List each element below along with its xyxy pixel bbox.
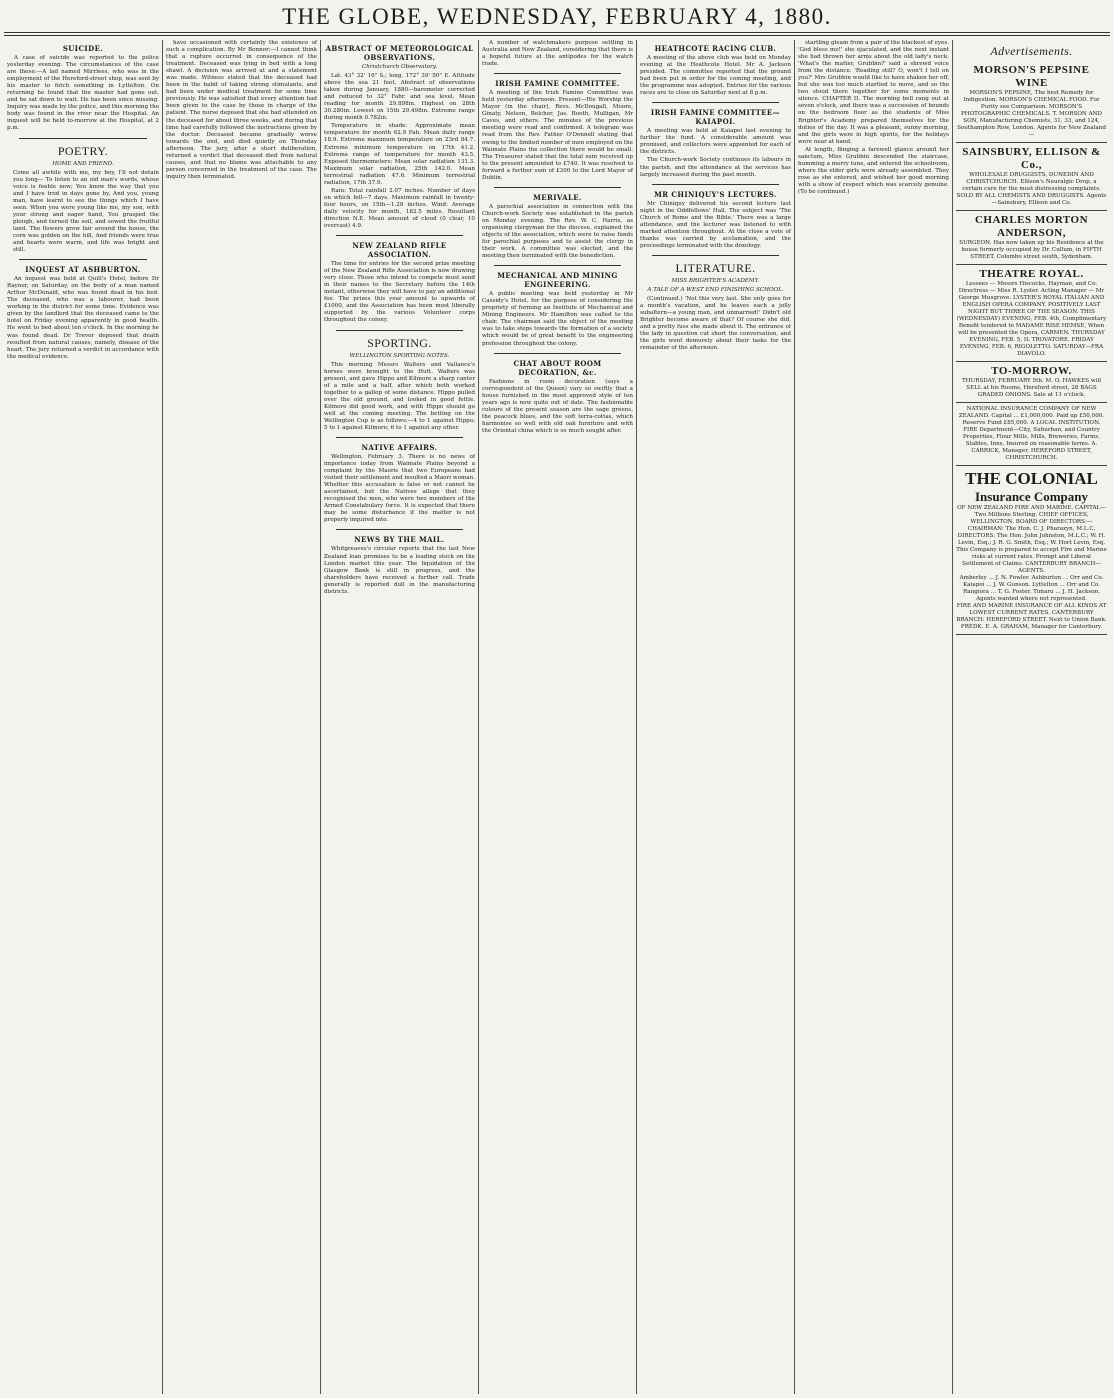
newspaper-title: THE GLOBE, WEDNESDAY, FEBRUARY 4, 1880. <box>282 4 832 29</box>
surgeon-ad-text: SURGEON. Has now taken up his Residence at the house formerly occupied by Dr. Cullum, in FIFTH STREET, Colombo street south, Sydenham. <box>959 240 1104 260</box>
column-3 <box>320 40 478 1394</box>
news-by-mail-article: Whitgreaves's circular reports that the last New Zealand loan promises to be a leading stock on the London market this year. The liquidation of the Glasgow Bank is still in progress, and the shareholders have received a further call. Trade generally is reported dull in the manufacturing districts. <box>324 546 475 595</box>
merivale-heading: MERIVALE. <box>533 192 582 202</box>
poetry-heading: POETRY. <box>57 143 109 158</box>
irish-famine-heading: IRISH FAMINE COMMITTEE. <box>495 79 620 89</box>
national-insurance-ad-text: NATIONAL INSURANCE COMPANY OF NEW ZEALAND. Capital ... £1,000,000. Paid up £50,000. Reserve Fund £85,000. A LOCAL INSTITUTION. FIRE Department—City, Suburban, and Country Properties, Flour Mills, Mills, Breweries, Farms, Stables, Inns, Insured on reasonable terms. A. CARRICK, Manager, HEREFORD STREET, CHRISTCHURCH. <box>958 406 1105 461</box>
colonial-agents-list: Amberley ... J. N. Fowler. Ashburton ... Orr and Co. Kaiapoi ... J. W. Gunson. Lyttelton ... Orr and Co. Rangiora ... T. G. Foster. Timaru ... J. H. Jackson. Agents wanted where not represented. <box>959 575 1104 602</box>
auction-advertisement <box>956 362 1107 403</box>
column-1 <box>4 40 162 1394</box>
poem-title: HOME AND FRIEND. <box>52 160 114 167</box>
suicide-heading: SUICIDE. <box>62 44 104 53</box>
colonial-ad-heading: THE COLONIAL <box>965 469 1098 488</box>
literature-tagline: A TALE OF A WEST END FINISHING SCHOOL. <box>647 286 784 293</box>
story-continued-2: At length, flinging a farewell glance around her sanctum, Miss Grubbin descended the staircase, humming a merry tune, and entered the schoolroom, where the elder girls were already assembled. They rose as she entered, and wished her good morning with a show of respect which was scarcely genuine. (To be continued.) <box>798 146 949 195</box>
sporting-article: This morning Messrs Walters and Vallance's horses were brought to the Hutt. Walters was present, and gave Hippo and Kilmore a sharp canter of a mile and a half, after which both worked together to a gallop of some distance. Hippo pulled over the old ground, and looked in good fettle. Kilmore did good work, and with Hippo should go well at the coming meeting. The betting on the Wellington Cup is as follows:—4 to 1 against Hippo; 5 to 1 against Kilmore; 6 to 1 against any other. <box>324 361 475 431</box>
masthead <box>0 0 1114 40</box>
divider <box>336 529 463 530</box>
chiniquy-heading: MR CHINIQUY'S LECTURES. <box>654 189 777 199</box>
inquest-heading: INQUEST AT ASHBURTON. <box>25 265 141 275</box>
rifle-association-heading: NEW ZEALAND RIFLE ASSOCIATION. <box>352 241 447 260</box>
theatre-ad-text: Lessees — Messrs Hiscocks, Hayman, and Co. Directress — Miss R. Lyster. Acting Manager — Mr George Musgrove. LYSTER'S ROYAL ITALIAN AND ENGLISH OPERA COMPANY. POSITIVELY LAST NIGHT BUT THREE OF THE SEASON. THIS (WEDNESDAY) EVENING, FEB. 4th, Complimentary Benefit tendered to MADAME RISE HEMSE, When will be presented the Opera, CARMEN. THURSDAY EVENING, FEB. 5, IL TROVATORE. FRIDAY EVENING, FEB. 6, RIGOLETTO. SATURDAY—FRA DIAVOLO. <box>956 281 1107 357</box>
inquest-article: An inquest was held at Quill's Hotel, before Dr Rayner, on Saturday, on the body of a man named Arthur McDonald, who was found dead in his bed. The deceased, who was a labourer, had been working in the district for some time. Evidence was given by the landlord that the deceased came to the hotel on Friday evening apparently in good health. He went to bed about ten o'clock. In the morning he was found dead. Dr Trevor deposed that death resulted from natural causes, namely, disease of the heart. The jury returned a verdict in accordance with the medical evidence. <box>7 276 159 360</box>
divider <box>494 73 621 74</box>
native-affairs-heading: NATIVE AFFAIRS. <box>361 443 438 453</box>
colonial-ad-footer: FIRE AND MARINE INSURANCE OF ALL KINDS AT LOWEST CURRENT RATES. CANTERBURY BRANCH: HEREFORD STREET. Next to Union Bank. FREDK. E. A. GRAHAM, Manager for Canterbury. <box>956 603 1107 630</box>
watchmakers-paragraph: A number of watchmakers purpose settling in Australia and New Zealand, considering that there is a hopeful future at the antipodes for the watch trade. <box>482 40 633 68</box>
suicide-article: A case of suicide was reported to the police yesterday evening. The circumstances of the case are these:—A lad named Mirrlees, who was in the employment of the Hereford-street shop, was sent by his master to fetch something in Lyttelton. On returning he found that the master had gone out, and he sat down to wait. He has been since missing. Inquiry was made by the police, and this morning the body was found in the river near the Hospital. An inquest will be held to-morrow at the Hospital, at 2 p.m. <box>7 55 159 132</box>
divider <box>494 265 621 266</box>
story-continued: startling gleam from a pair of the blackest of eyes. 'God bless me!' she ejaculated, and the next instant she had thrown her arms about the old lady's neck. 'What's the matter, Grubbin?' said a shrewd voice from the distance. 'Reading still? O, won't I tell on you?' Mrs Grubbin would like to have shaken her off, but she was too much startled to move, and so the two stood there together for some moments in silence. CHAPTER II. The morning bell rang out at seven o'clock, and there was a succession of bounds on the bedroom floor as the students of Miss Brighter's Academy prepared themselves for the duties of the day. It was a pleasant, sunny morning, and the girls were in high spirits, for the holidays were near at hand. <box>798 40 949 145</box>
colonial-insurance-advertisement <box>956 466 1107 635</box>
theatre-advertisement <box>956 265 1107 362</box>
divider <box>494 353 621 354</box>
divider <box>652 255 779 256</box>
masthead-rule-double <box>4 35 1110 36</box>
colonial-ad-subheading: Insurance Company <box>974 489 1089 504</box>
room-decoration-heading: CHAT ABOUT ROOM DECORATION, &c. <box>513 358 602 377</box>
literature-story: (Continued.) 'Not this very last. She only goes for a month's vacation, and he leaves each a jolly subaltern—a young man, and unmarried!' Didn't old Brighter become aware of that? Of course she did, and a pretty fuss she made about it. The entrance of the lady in question cut short the conversation, and the girls went demurely about their tasks for the remainder of the afternoon. <box>640 296 791 352</box>
theatre-ad-heading: THEATRE ROYAL. <box>979 268 1084 280</box>
sainsbury-ad-heading: SAINSBURY, ELLISON & Co., <box>962 146 1101 171</box>
masthead-rule <box>4 32 1110 33</box>
kaiapoi-heading: IRISH FAMINE COMMITTEE—KAIAPOI. <box>650 108 781 127</box>
mechanical-engineering-heading: MECHANICAL AND MINING ENGINEERING. <box>497 271 618 290</box>
divider <box>494 187 621 188</box>
chiniquy-article: Mr Chiniquy delivered his second lecture last night in the Oddfellows' Hall. The subject was 'The Church of Rome and the Bible.' There was a large attendance, and the lecturer was listened to with marked attention throughout. At the close a vote of thanks was carried by acclamation, and the proceedings terminated with the doxology. <box>640 200 791 249</box>
merivale-article: A parochial association in connection with the Church-work Society was established in the parish on Monday evening. The Rev. W. C. Harris, as organising clergyman for the diocese, explained the objects of the association, which were to raise funds for parochial purposes and to assist the clergy in their work. A committee was elected, and the meeting then terminated with the benediction. <box>482 203 633 260</box>
divider <box>652 184 779 185</box>
sporting-heading: SPORTING. <box>367 335 432 350</box>
temperature-text: Temperature in shade: Approximate mean temperature for month 62.9 Fah. Mean daily range 18.9. Extreme maximum temperature on 23rd 84.7. Extreme minimum temperature on 17th 41.2. Extreme range of temperature for month 43.5. Exposed thermometers: Mean solar radiation 131.3. Maximum solar radiation, 25th 142.0. Mean terrestrial radiation 47.6. Minimum terrestrial radiation, 17th 37.9. <box>324 123 475 186</box>
literature-heading: LITERATURE. <box>675 260 756 275</box>
divider <box>19 259 147 260</box>
column-2 <box>162 40 320 1394</box>
column-4 <box>478 40 636 1394</box>
rifle-association-article: The time for entries for the second prize meeting of the New Zealand Rifle Association is now drawing very close. Those who intend to compete must send in their names to the Secretary before the 14th instant, otherwise they will have to pay an additional fee. The prizes this year amount to upwards of £1000, and the Association has been most liberally supported by the various Volunteer corps throughout the colony. <box>324 261 475 324</box>
native-affairs-article: Wellington, February 3. There is no news of importance today from Waimate Plains beyond a complaint by the Maoris that two Europeans had visited their settlement and insulted a Maori woman. Whether this accusation is false or not cannot be ascertained, but the Natives allege that they recognised the men, who were two members of the Armed Constabulary force. It is expected that there may be some disturbance if the matter is not properly inquired into. <box>324 454 475 524</box>
news-by-mail-heading: NEWS BY THE MAIL. <box>354 535 445 545</box>
national-insurance-advertisement <box>956 403 1107 466</box>
surgeon-ad-heading: CHARLES MORTON ANDERSON, <box>974 214 1089 239</box>
divider <box>336 330 463 331</box>
meteorological-heading: ABSTRACT OF METEOROLOGICAL OBSERVATIONS. <box>325 44 474 62</box>
column-5 <box>636 40 794 1394</box>
morson-ad-heading: MORSON'S PEPSINE WINE <box>973 64 1090 89</box>
mechanical-engineering-article: A public meeting was held yesterday in Mr Cassidy's Hotel, for the purpose of considering the propriety of forming an Institute of Mechanical and Mining Engineers. Mr Hamilton was called to the chair. The chairman said the object of the meeting was to take steps towards the formation of a society which would be of great benefit to the engineering profession throughout the colony. <box>482 291 633 347</box>
page-columns <box>4 40 1110 1394</box>
divider <box>336 235 463 236</box>
colonial-ad-text: OF NEW ZEALAND FIRE AND MARINE. CAPITAL— Two Millions Sterling. CHIEF OFFICES, WELLINGTON. BOARD OF DIRECTORS:— CHAIRMAN: The Hon. C. J. Pharazyn, M.L.C. DIRECTORS: The Hon. John Johnston, M.L.C.; W. H. Levin, Esq.; J. R. G. Smith, Esq.; W. Hort Levin, Esq. This Company is prepared to accept Fire and Marine risks at current rates. Prompt and Liberal Settlement of Claims. CANTERBURY BRANCH—AGENTS. <box>956 505 1107 574</box>
irish-famine-article: A meeting of the Irish Famine Committee was held yesterday afternoon. Present—His Worship the Mayor (in the chair), Revs. McDougall, Moore, Ginaty, Nelson, Belcher, Jas. Booth, Mulligan, Mr Caves, and others. The minutes of the previous meeting were read and confirmed. A telegram was read from the Rev. Father O'Donnell stating that owing to the limited number of men employed on the Waimate Plains the collection there would be small. The Treasurer stated that the total sum received up to the present amounted to £740. It was resolved to forward a further sum of £300 to the Lord Mayor of Dublin. <box>482 90 633 181</box>
auction-ad-heading: TO-MORROW. <box>991 365 1072 377</box>
sainsbury-advertisement <box>956 143 1107 211</box>
advertisements-heading: Advertisements. <box>990 44 1073 58</box>
column-6 <box>794 40 952 1394</box>
literature-subheading: MISS BRIGHTER'S ACADEMY. <box>671 277 760 284</box>
inquest-continued: have occasioned with certainty the existence of such a complication. By Mr Bonnor:—I cannot think that a rupture occurred in consequence of the treatment. Deceased was lying in bed with a long shawl. A decision was arrived at and a statement was made. Witness stated that the deceased had been in the habit of taking strong stimulants, and had been under medical treatment for some time previously. He was satisfied that every attention had been given to the case by those in charge of the patient. The nurse deposed that she had attended on the deceased for about three weeks, and during that time had carefully followed the instructions given by the doctor. Deceased became gradually worse towards the end, and died quietly on Thursday afternoon. The jury, after a short deliberation, returned a verdict that deceased died from natural causes, and that no blame was attachable to any person concerned in the treatment of the case. The inquiry then terminated. <box>166 40 317 180</box>
merivale-followup: The Church-work Society continues its labours in the parish, and the attendance at the services has largely increased during the past month. <box>640 157 791 178</box>
divider <box>336 437 463 438</box>
heathcote-heading: HEATHCOTE RACING CLUB. <box>654 44 777 53</box>
morson-advertisement <box>956 61 1107 143</box>
room-decoration-article: Fashions in room decoration (says a correspondent of the Queen) vary so swiftly that a house furnished in the most approved style of ten years ago is now quite out of date. The fashionable colours of the present season are the sage greens, the peacock blues, and the soft terra-cottas, which harmonise so well with old oak furniture and with the Oriental china which is so much sought after. <box>482 378 633 434</box>
morson-ad-text: MORSON'S PEPSINE, The best Remedy for Indigestion. MORSON'S CHEMICAL FOOD. For Purity see Comparison. MORSON'S PHOTOGRAPHIC CHEMICALS. T. MORSON AND SON, Manufacturing Chemists, 31, 33, and 124, Southampton Row, London. Agents for New Zealand— <box>957 90 1106 138</box>
meteorological-subheading: Christchurch Observatory. <box>362 64 437 70</box>
kaiapoi-article: A meeting was held at Kaiapoi last evening to further the fund. A considerable amount was promised, and collectors were appointed for each of the districts. <box>640 128 791 156</box>
auction-ad-text: THURSDAY, FEBRUARY 5th. M. O. HAWKES will SELL at his Rooms, Hereford street, 28 BAGS GRADED ONIONS. Sale at 11 o'clock. <box>961 378 1102 398</box>
column-7-advertisements <box>952 40 1110 1394</box>
divider <box>19 138 147 139</box>
surgeon-advertisement <box>956 211 1107 265</box>
poem-text: Come all awhile with me, my boy, I'll not detain you long— To listen to an old man's words, whose voice is feeble now; You know the way that you and I have trod in days gone by, And you, young man, have learnt to see the things which I have seen. When you were young like me, my son, with your strong and eager hand, You grasped the plough, and turned the soil, and sowed the fruitful land. The flowers grew fair around the house, the corn was golden on the hill, And friends were true and hearts were warm, and life was bright and still. <box>13 169 159 254</box>
rain-wind-text: Rain: Total rainfall 2.07 inches. Number of days on which fell—7 days. Maximum rainfall in twenty-four hours, on 15th—1.28 inches. Wind: Average daily velocity for month, 182.5 miles. Resultant direction N.E. Mean amount of cloud (0 clear, 10 overcast) 4.9. <box>324 187 475 230</box>
meteorological-text: Lat. 43° 32' 16" S.; long. 172° 39' 50" E. Altitude above the sea 21 feet. Abstract of observations taken during January, 1880—barometer corrected and reduced to 32° Fahr. and sea level. Mean reading for month 29.898in. Highest on 28th 30.280in. Lowest on 15th 29.498in. Extreme range during month 0.782in. <box>324 73 475 122</box>
divider <box>652 102 779 103</box>
sainsbury-ad-text: WHOLESALE DRUGGISTS, DUNEDIN AND CHRISTCHURCH. Ellison's Neuralgic Drop, a certain cure for the most distressing complaints. SOLD BY ALL CHEMISTS AND DRUGGISTS. Agents—Sainsbury, Ellison and Co. <box>956 172 1107 206</box>
heathcote-article: A meeting of the above club was held on Monday evening at the Heathcote Hotel. Mr A. Jackson presided. The committee reported that the ground had been put in order for the coming meeting, and the programme was adopted. Entries for the various races are to close on Saturday next at 8 p.m. <box>640 55 791 97</box>
sporting-subheading: WELLINGTON SPORTING NOTES. <box>349 352 450 359</box>
